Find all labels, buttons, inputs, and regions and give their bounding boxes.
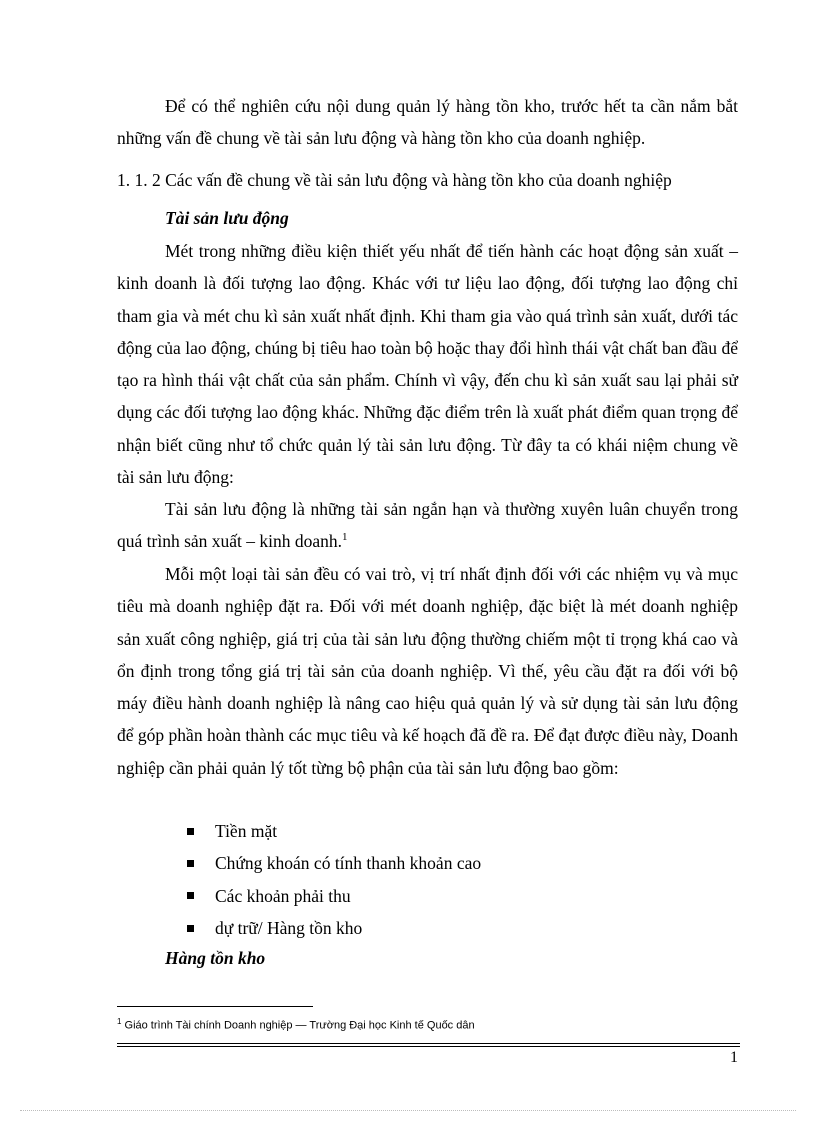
footnote	[117, 1014, 475, 1034]
list-item-label: Tiền mặt	[215, 821, 278, 841]
footer-rule-bottom	[117, 1046, 740, 1047]
bullet-square-icon	[187, 892, 194, 899]
footnote-reference[interactable]: 1	[342, 531, 348, 544]
page-break-line	[20, 1110, 796, 1111]
asset-components-list	[187, 815, 481, 944]
paragraph-context: Mét trong những điều kiện thiết yếu nhất để tiến hành các hoạt động sản xuất – kinh doanh là đối tượng lao động. Khác với tư liệu lao động, đối tượng lao động chỉ tham gia và mét chu kì sản xuất nhất định. Khi tham gia vào quá trình sản xuất, dưới tác động của lao động, chúng bị tiêu hao toàn bộ hoặc thay đổi hình thái vật chất ban đầu để tạo ra hình thái vật chất của sản phẩm. Chính vì vậy, đến chu kì sản xuất sau lại phải sử dụng các đối tượng lao động khác. Những đặc điểm trên là xuất phát điểm quan trọng để nhận biết cũng như tổ chức quản lý tài sản lưu động. Từ đây ta có khái niệm chung về tài sản lưu động:	[117, 241, 738, 488]
list-item-label: dự trữ/ Hàng tồn kho	[215, 917, 363, 938]
footnote-mark: 1	[117, 1017, 122, 1026]
list-item	[187, 847, 481, 879]
list-item-label: Các khoản phải thu	[215, 885, 351, 906]
list-item	[187, 815, 481, 847]
bullet-square-icon	[187, 925, 194, 932]
footnote-text: Giáo trình Tài chính Doanh nghiệp — Trường Đại học Kinh tế Quốc dân	[124, 1019, 475, 1032]
footer-rule-top	[117, 1043, 740, 1044]
section-heading: 1. 1. 2 Các vấn đề chung về tài sản lưu động và hàng tồn kho của doanh nghiệp	[117, 170, 672, 190]
list-item-label: Chứng khoán có tính thanh khoản cao	[215, 853, 482, 874]
paragraph-role: Mỗi một loại tài sản đều có vai trò, vị trí nhất định đối với các nhiệm vụ và mục tiêu mà doanh nghiệp đặt ra. Đối với mét doanh nghiệp, đặc biệt là mét doanh nghiệp sản xuất công nghiệp, giá trị của tài sản lưu động thường chiếm một tỉ trọng khá cao và ổn định trong tổng giá trị tài sản của doanh nghiệp. Vì thế, yêu cầu đặt ra đối với bộ máy điều hành doanh nghiệp là nâng cao hiệu quả quản lý và sử dụng tài sản lưu động để góp phần hoàn thành các mục tiêu và kế hoạch đã đề ra. Để đạt được điều này, Doanh nghiệp cần phải quản lý tốt từng bộ phận của tài sản lưu động bao gồm:	[117, 564, 738, 778]
list-item	[187, 912, 481, 944]
list-item	[187, 880, 481, 912]
bullet-square-icon	[187, 828, 194, 835]
bullet-square-icon	[187, 860, 194, 867]
definition-text: Tài sản lưu động là những tài sản ngắn hạn và thường xuyên luân chuyển trong quá trình sản xuất – kinh doanh.	[117, 499, 738, 552]
page-number: 1	[730, 1049, 738, 1066]
intro-paragraph: Để có thể nghiên cứu nội dung quản lý hàng tồn kho, trước hết ta cần nắm bắt những vấn đề chung về tài sản lưu động và hàng tồn kho của doanh nghiệp.	[117, 96, 738, 149]
paragraph-definition	[117, 493, 738, 558]
subheading-current-assets: Tài sản lưu động	[165, 208, 289, 228]
footnote-separator	[117, 1006, 313, 1007]
subheading-inventory: Hàng tồn kho	[165, 948, 266, 968]
